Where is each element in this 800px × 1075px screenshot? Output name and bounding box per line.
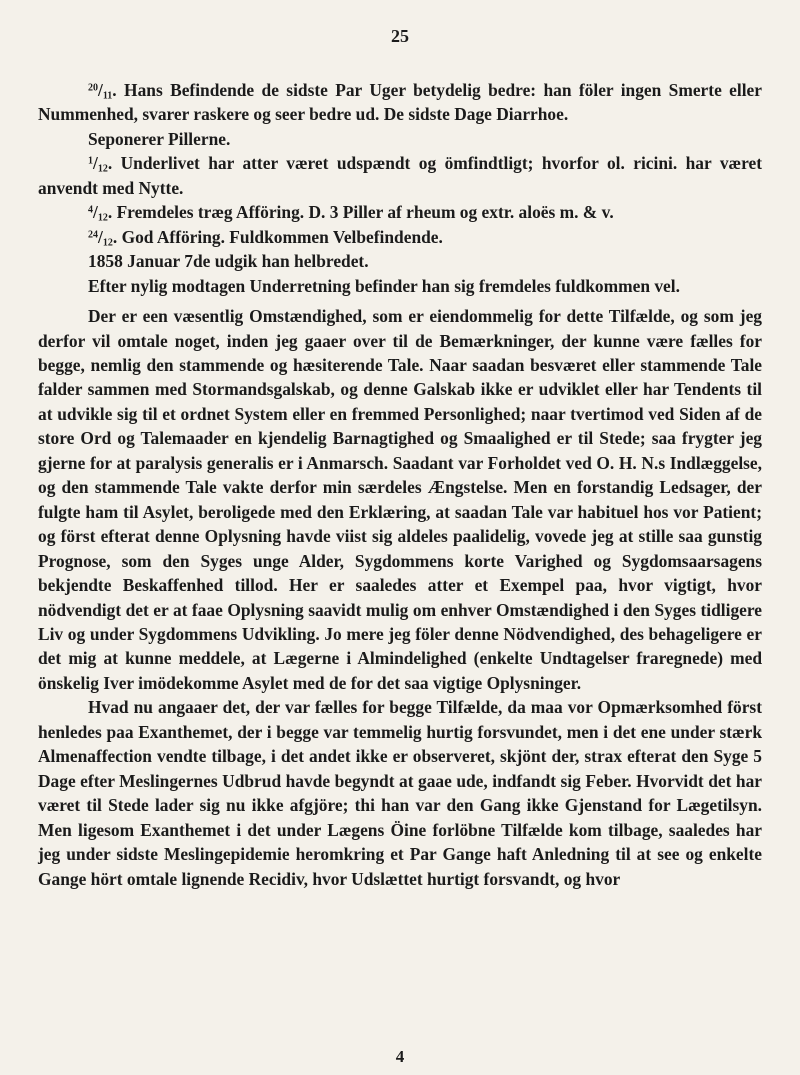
journal-entry	[38, 200, 762, 224]
body-paragraph: Hvad nu angaaer det, der var fælles for begge Tilfælde, da maa vor Opmærksomhed först henledes paa Exanthemet, der i begge var temmelig hurtig forsvundet, men i det ene under stærk Almenaffection vendte tilbage, i det andet ikke er observeret, skjönt der, strax efterat den Syge 5 Dage efter Meslingernes Udbrud havde begyndt at gaae ude, indfandt sig Feber. Hvorvidt det har været til Stede lader sig nu ikke afgjöre; thi han var den Gang ikke Gjenstand for Lægetilsyn. Men ligesom Exanthemet i det under Lægens Öine forlöbne Tilfælde kom tilbage, saaledes har jeg under sidste Meslingepidemie heromkring et Par Gange haft Anledning til at see og enkelte Gange hört omtale lignende Recidiv, hvor Udslættet hurtigt forsvandt, og hvor	[38, 697, 762, 889]
journal-entry	[38, 274, 762, 298]
entry-text: Hans Befindende de sidste Par Uger betydelig bedre: han föler ingen Smerte eller Nummenhed, svarer raskere og seer bedre ud. De sidste Dage Diarrhoe.	[38, 80, 762, 125]
journal-entry	[38, 127, 762, 151]
page-body	[38, 78, 762, 891]
body-paragraph: Der er een væsentlig Omstændighed, som er eiendommelig for dette Tilfælde, og som jeg derfor vil omtale noget, inden jeg gaaer over til de Bemærkninger, der kunne være fælles for begge, nemlig den stammende og hæsiterende Tale. Naar saadan besværet eller stammende Tale falder sammen med Stormandsgalskab, og denne Galskab ikke er udviklet eller har Tendents til at udvikle sig til et ordnet System eller en fremmed Personlighed; naar tvertimod ved Siden af de store Ord og Talemaader en kjendelig Barnagtighed og Smaalighed er til Stede; saa frygter jeg gjerne for at paralysis generalis er i Anmarsch. Saadant var Forholdet ved O. H. N.s Indlæggelse, og den stammende Tale vakte derfor min særdeles Ængstelse. Men en forstandig Ledsager, der fulgte ham til Asylet, beroligede med den Erklæring, at saadan Tale var habituel hos vor Patient; og först efterat denne Oplysning havde viist sig aldeles paalidelig, vovede jeg at stille saa gunstig Prognose, som den Syges unge Alder, Sygdommens korte Varighed og Sygdomsaarsagens bekjendte Beskaffenhed tillod. Her er saaledes atter et Exempel paa, hvor vigtigt, hvor nödvendigt det er at faae Oplysning saavidt mulig om enhver Omstændighed i den Syges tidligere Liv og under Sygdommens Udvikling. Jo mere jeg föler denne Nödvendighed, des behageligere er det mig at kunne meddele, at Lægerne i Almindelighed (enkelte Undtagelser fraregnede) med önskelig Iver imödekomme Asylet med de for det saa vigtige Oplysninger.	[38, 306, 762, 693]
entry-date: $^1/_{12}$.	[88, 153, 113, 175]
entry-text: Fremdeles træg Afföring. D. 3 Piller af rheum og extr. aloës m. & v.	[116, 202, 614, 223]
journal-entry	[38, 225, 762, 249]
entry-date: $^{20}/_{11}$.	[88, 80, 117, 102]
journal-entry	[38, 78, 762, 127]
journal-entry	[38, 249, 762, 273]
signature-mark: 4	[395, 1047, 405, 1066]
page-number: 25	[391, 26, 409, 46]
entry-text: Seponerer Pillerne.	[88, 128, 231, 149]
entry-text: Efter nylig modtagen Underretning befinder han sig fremdeles fuldkommen vel.	[88, 275, 680, 296]
entry-date: $^4/_{12}$.	[88, 202, 113, 224]
entry-date: $^{24}/_{12}$.	[88, 226, 118, 249]
entry-text: Underlivet har atter været udspændt og ömfindtligt; hvorfor ol. ricini. har været anvendt med Nytte.	[38, 153, 762, 198]
entry-text: 1858 Januar 7de udgik han helbredet.	[88, 251, 369, 272]
journal-entry	[38, 151, 762, 200]
entry-text: God Afföring. Fuldkommen Velbefindende.	[121, 226, 443, 247]
